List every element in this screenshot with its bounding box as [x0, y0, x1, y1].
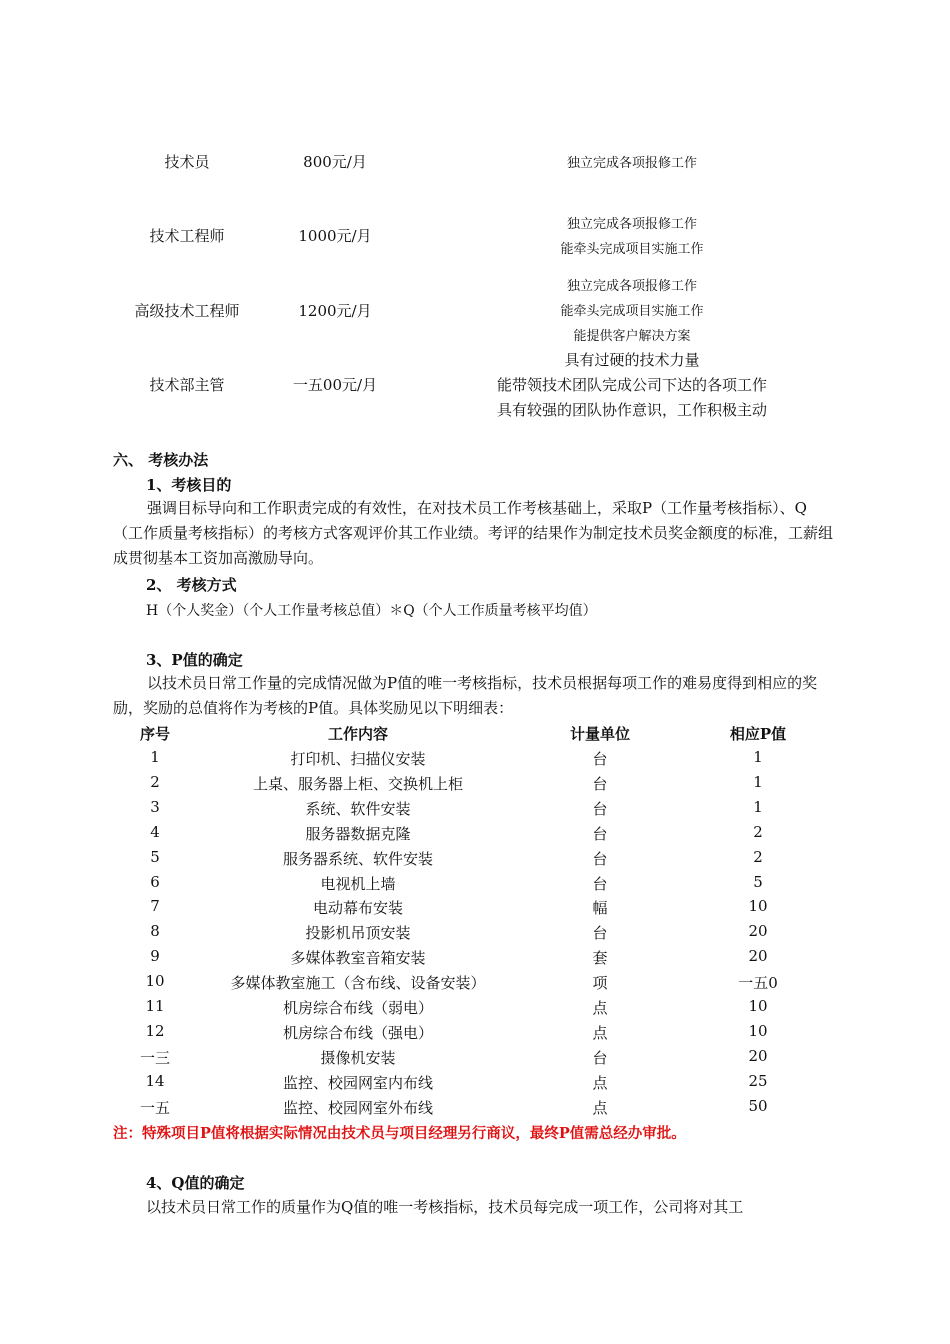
table-cell: 幅 [592, 899, 608, 918]
table-cell: 25 [748, 1071, 768, 1090]
salary-title: 高级技术工程师 [134, 302, 240, 320]
table-cell: 服务器数据克隆 [305, 824, 411, 843]
salary-pay: 800元/月 [303, 153, 367, 171]
subsection-title: 4、Q值的确定 [146, 1174, 245, 1192]
salary-duty: 能带领技术团队完成公司下达的各项工作 [496, 376, 767, 394]
table-cell: 2 [753, 847, 763, 866]
table-cell: 台 [592, 774, 608, 793]
table-cell: 20 [748, 922, 768, 941]
table-cell: 1 [753, 748, 763, 766]
table-cell: 9 [150, 947, 160, 966]
salary-duty: 具有较强的团队协作意识，工作积极主动 [496, 401, 767, 419]
table-header: 计量单位 [569, 725, 630, 743]
table-cell: 台 [592, 1048, 608, 1067]
table-cell: 摄像机安装 [320, 1048, 396, 1067]
salary-pay: 一五00元/月 [292, 376, 378, 394]
salary-title: 技术工程师 [149, 227, 225, 245]
table-cell: 10 [748, 997, 768, 1015]
table-cell: 10 [748, 1021, 768, 1040]
table-cell: 7 [150, 897, 160, 916]
table-cell: 6 [150, 872, 160, 891]
paragraph: 强调目标导向和工作职责完成的有效性，在对技术员工作考核基础上，采取P（工作量考核指标）、Q（工作质量考核指标）的考核方式客观评价其工作业绩。考评的结果作为制定技术员奖金额度的标准，工薪组成贯彻基本工资加高激励导向。 [113, 499, 834, 567]
table-cell: 5 [150, 847, 160, 866]
salary-pay: 1000元/月 [298, 227, 372, 245]
table-cell: 项 [592, 974, 608, 993]
table-cell: 台 [592, 750, 608, 768]
table-cell: 1 [753, 797, 763, 816]
salary-duty: 独立完成各项报修工作 [566, 217, 697, 232]
salary-duty: 独立完成各项报修工作 [566, 156, 697, 171]
subsection-title: 2、 考核方式 [146, 576, 237, 594]
table-cell: 监控、校园网室外布线 [282, 1098, 433, 1117]
table-cell: 一五 [139, 1098, 170, 1117]
table-cell: 多媒体教室音箱安装 [290, 949, 426, 968]
table-cell: 4 [150, 822, 160, 841]
table-cell: 台 [592, 874, 608, 893]
table-cell: 点 [592, 1073, 608, 1092]
salary-duty: 能提供客户解决方案 [573, 329, 691, 344]
salary-duty: 具有过硬的技术力量 [564, 351, 700, 369]
table-cell: 投影机吊顶安装 [305, 924, 411, 943]
red-note: 注：特殊项目P值将根据实际情况由技术员与项目经理另行商议，最终P值需总经办审批。 [113, 1125, 686, 1142]
table-cell: 电视机上墙 [320, 874, 396, 893]
table-cell: 一五0 [738, 974, 778, 993]
table-cell: 电动幕布安装 [312, 899, 403, 918]
table-cell: 服务器系统、软件安装 [282, 849, 433, 868]
salary-duty: 能牵头完成项目实施工作 [560, 304, 704, 319]
table-cell: 台 [592, 799, 608, 818]
salary-pay: 1200元/月 [298, 302, 372, 320]
table-cell: 机房综合布线（弱电） [282, 999, 433, 1017]
paragraph: 以技术员日常工作的质量作为Q值的唯一考核指标，技术员每完成一项工作，公司将对其工 [146, 1198, 744, 1216]
table-cell: 点 [592, 999, 608, 1017]
table-cell: 12 [145, 1021, 165, 1040]
section-heading: 六、 考核办法 [113, 451, 209, 469]
table-cell: 2 [150, 772, 160, 791]
table-cell: 2 [753, 822, 763, 841]
table-cell: 打印机、扫描仪安装 [290, 750, 426, 768]
salary-duty: 独立完成各项报修工作 [566, 279, 697, 294]
table-cell: 20 [748, 947, 768, 966]
table-cell: 台 [592, 824, 608, 843]
subsection-title: 3、P值的确定 [146, 651, 243, 669]
table-cell: 上桌、服务器上柜、交换机上柜 [252, 774, 463, 793]
formula: H（个人奖金）（个人工作量考核总值）＊Q（个人工作质量考核平均值） [146, 603, 597, 619]
table-cell: 3 [150, 797, 160, 816]
table-cell: 套 [592, 949, 608, 968]
salary-duty: 能牵头完成项目实施工作 [560, 242, 704, 257]
table-cell: 台 [592, 849, 608, 868]
table-cell: 台 [592, 924, 608, 943]
salary-title: 技术部主管 [149, 376, 225, 394]
table-header: 相应P值 [729, 725, 787, 743]
paragraph: 以技术员日常工作量的完成情况做为P值的唯一考核指标，技术员根据每项工作的难易度得到相应的奖励，奖励的总值将作为考核的P值。具体奖励见以下明细表： [113, 674, 818, 717]
table-cell: 点 [592, 1098, 608, 1117]
table-cell: 8 [150, 922, 160, 941]
table-cell: 14 [145, 1071, 165, 1090]
table-cell: 11 [145, 997, 165, 1015]
table-cell: 1 [753, 772, 763, 791]
table-cell: 系统、软件安装 [305, 799, 411, 818]
subsection-title: 1、考核目的 [146, 476, 232, 494]
table-cell: 5 [753, 872, 763, 891]
table-cell: 机房综合布线（强电） [282, 1023, 433, 1042]
table-cell: 1 [150, 748, 160, 766]
table-cell: 20 [748, 1046, 768, 1065]
table-header: 序号 [139, 725, 170, 743]
table-cell: 10 [145, 972, 165, 991]
table-cell: 监控、校园网室内布线 [282, 1073, 433, 1092]
table-cell: 50 [748, 1096, 768, 1115]
table-cell: 10 [748, 897, 768, 916]
table-cell: 点 [592, 1023, 608, 1042]
table-header: 工作内容 [327, 725, 388, 743]
table-cell: 一三 [139, 1048, 170, 1067]
table-cell: 多媒体教室施工（含布线、设备安装） [230, 974, 486, 993]
salary-title: 技术员 [164, 153, 210, 171]
